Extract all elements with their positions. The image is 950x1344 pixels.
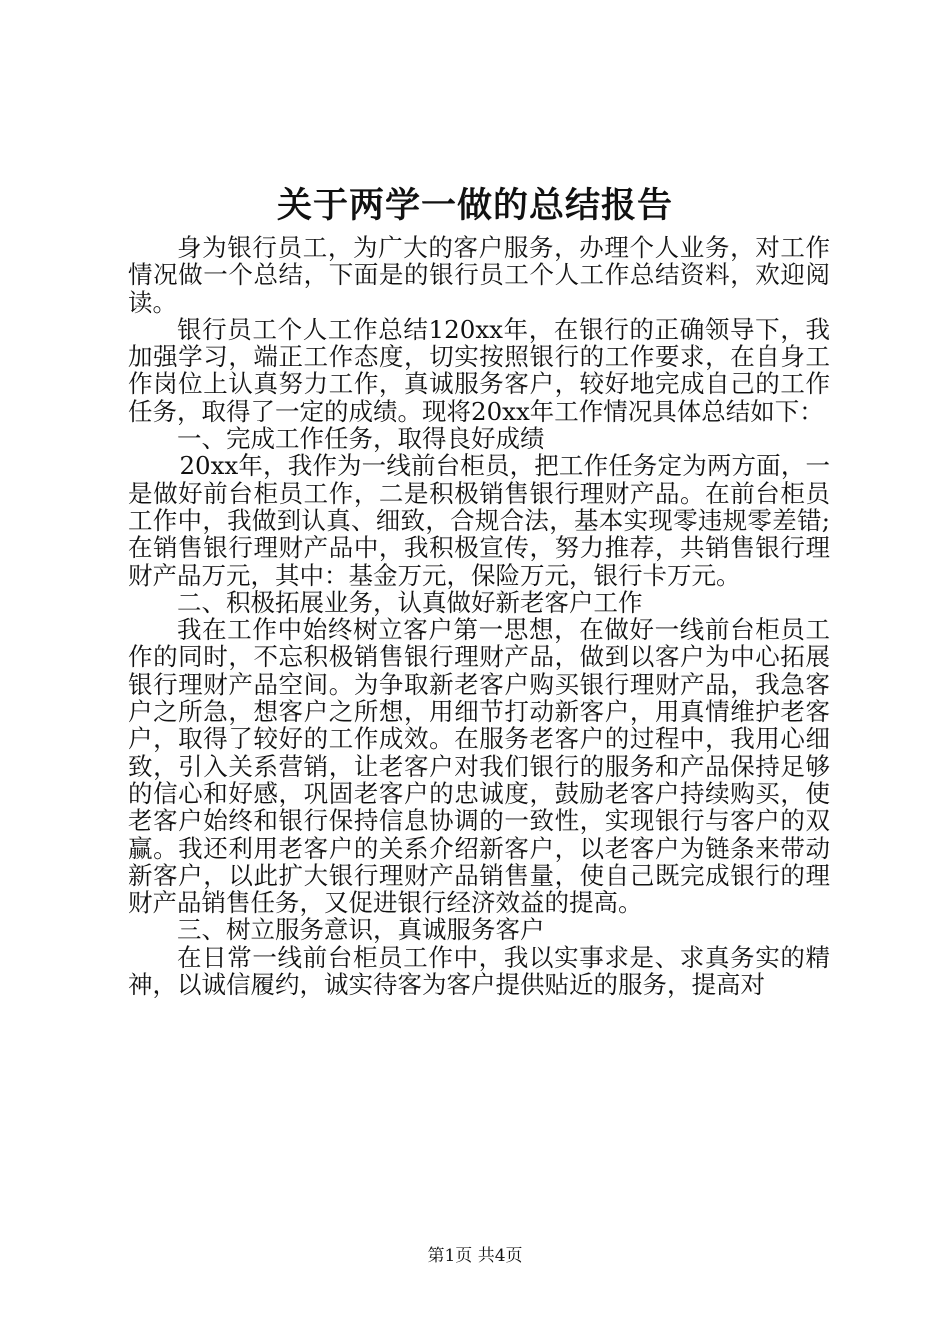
section-heading-1: 一、完成工作任务，取得良好成绩 (177, 424, 545, 454)
section-heading-2: 二、积极拓展业务，认真做好新老客户工作 (177, 587, 643, 617)
paragraph-section-3: 在日常一线前台柜员工作中，我以实事求是、求真务实的精神，以诚信履约，诚实待客为客户提供贴近的服务，提高对 (128, 942, 830, 1000)
paragraph-section-1: 20xx年，我作为一线前台柜员，把工作任务定为两方面，一是做好前台柜员工作，二是积极销售银行理财产品。在前台柜员工作中，我做到认真、细致，合规合法，基本实现零违规零差错;在销售银行理财产品中，我积极宣传，努力推荐，共销售银行理财产品万元，其中：基金万元，保险万元，银行卡万元。 (128, 451, 830, 590)
paragraph-summary: 银行员工个人工作总结120xx年，在银行的正确领导下，我加强学习，端正工作态度，切实按照银行的工作要求，在自身工作岗位上认真努力工作，真诚服务客户，较好地完成自己的工作任务，取得了一定的成绩。现将20xx年工作情况具体总结如下： (128, 314, 830, 426)
section-heading-3: 三、树立服务意识，真诚服务客户 (177, 915, 545, 945)
document-body (128, 234, 830, 998)
paragraph-section-2: 我在工作中始终树立客户第一思想，在做好一线前台柜员工作的同时，不忘积极销售银行理财产品，做到以客户为中心拓展银行理财产品空间。为争取新老客户购买银行理财产品，我急客户之所急，想客户之所想，用细节打动新客户，用真情维护老客户，取得了较好的工作成效。在服务老客户的过程中，我用心细致，引入关系营销，让老客户对我们银行的服务和产品保持足够的信心和好感，巩固老客户的忠诚度，鼓励老客户持续购买，使老客户始终和银行保持信息协调的一致性，实现银行与客户的双赢。我还利用老客户的关系介绍新客户，以老客户为链条来带动新客户，以此扩大银行理财产品销售量，使自己既完成银行的理财产品销售任务，又促进银行经济效益的提高。 (128, 615, 830, 918)
document-title: 关于两学一做的总结报告 (276, 185, 673, 226)
page-footer: 第1页 共4页 (427, 1246, 523, 1266)
paragraph-intro: 身为银行员工，为广大的客户服务，办理个人业务，对工作情况做一个总结，下面是的银行员工个人工作总结资料，欢迎阅读。 (128, 233, 830, 317)
